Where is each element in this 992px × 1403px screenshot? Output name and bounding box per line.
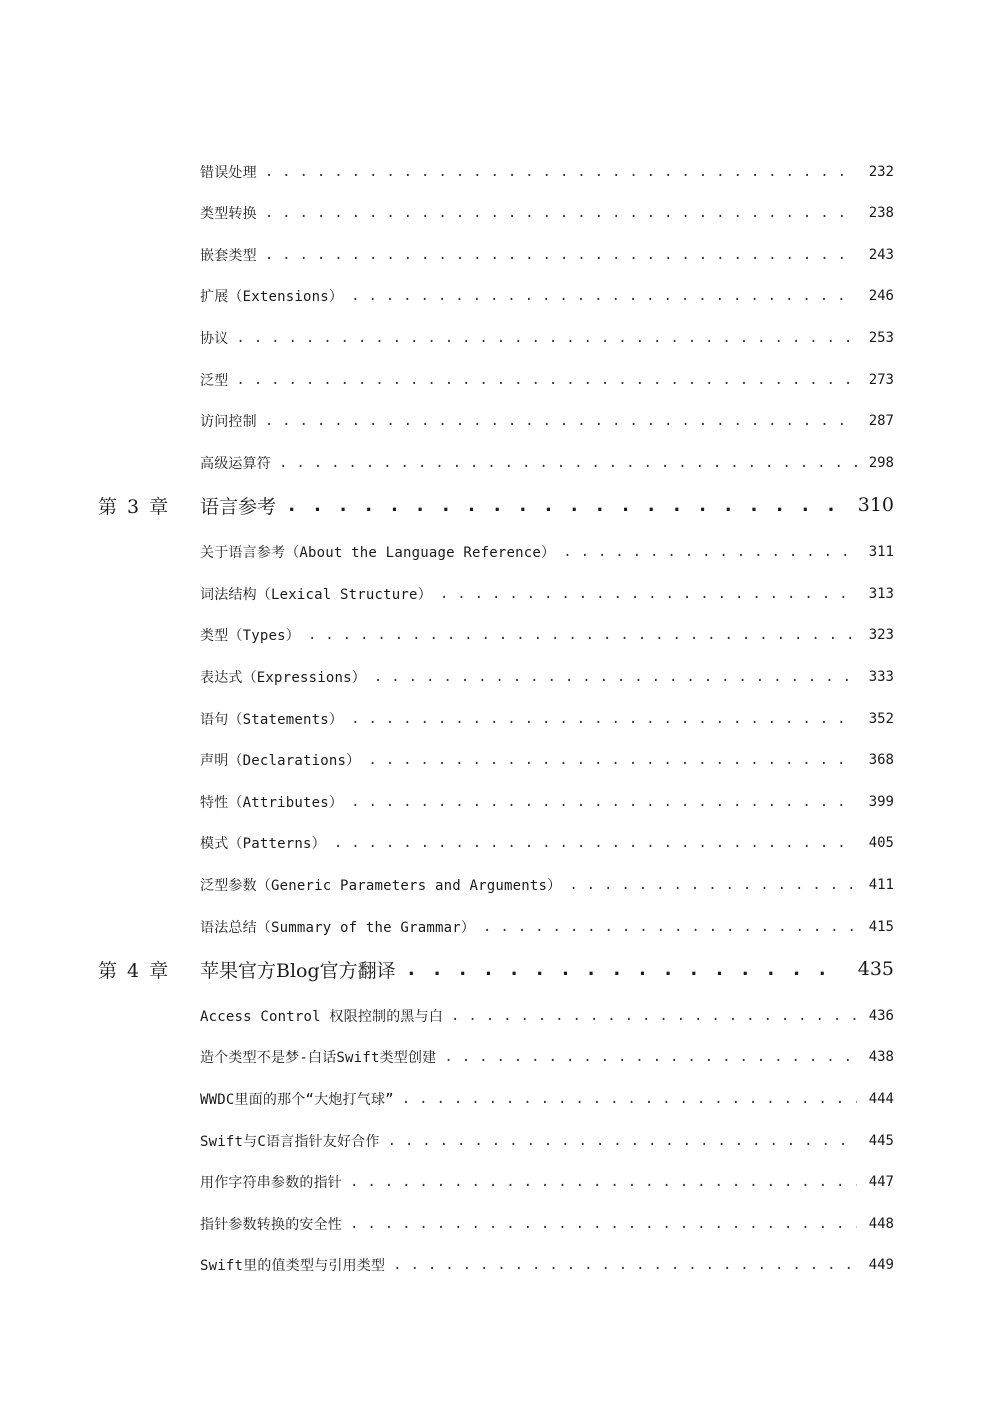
toc-entry[interactable] xyxy=(200,540,894,564)
toc-entry[interactable] xyxy=(200,201,894,225)
dot-leader xyxy=(444,1049,856,1065)
dot-leader xyxy=(402,1091,857,1107)
toc-entry[interactable] xyxy=(200,451,894,475)
toc-entry-page: 448 xyxy=(868,1216,894,1232)
dot-leader xyxy=(265,413,857,429)
chapter-number: 第 3 章 xyxy=(98,495,171,518)
dot-leader xyxy=(393,1257,857,1273)
toc-entry-title: 访问控制 xyxy=(200,414,257,430)
toc-entry-title: 特性（Attributes） xyxy=(200,795,344,811)
toc-entry-title: 泛型 xyxy=(200,373,229,389)
toc-entry[interactable] xyxy=(200,582,894,606)
toc-entry[interactable] xyxy=(200,160,894,184)
toc-entry-title: 语法总结（Summary of the Grammar） xyxy=(200,920,476,936)
dot-leader xyxy=(334,835,857,851)
chapter-page: 310 xyxy=(857,494,894,516)
chapter-title: 苹果官方Blog官方翻译 xyxy=(200,959,396,982)
toc-entry-page: 411 xyxy=(868,877,894,893)
toc-entry-title: 造个类型不是梦-白话Swift类型创建 xyxy=(200,1050,437,1066)
dot-leader xyxy=(351,288,857,304)
toc-entry[interactable] xyxy=(200,1087,894,1111)
dot-leader xyxy=(351,711,857,727)
toc-entry-page: 273 xyxy=(868,372,894,388)
toc-entry[interactable] xyxy=(200,368,894,392)
toc-entry[interactable] xyxy=(200,1212,894,1236)
toc-entry-title: 高级运算符 xyxy=(200,456,271,472)
toc-entry[interactable] xyxy=(200,915,894,939)
toc-entry-page: 352 xyxy=(868,711,894,727)
toc-entry-page: 246 xyxy=(868,288,894,304)
toc-entry[interactable] xyxy=(200,707,894,731)
toc-entry-title: 泛型参数（Generic Parameters and Arguments） xyxy=(200,878,562,894)
dot-leader xyxy=(279,455,857,471)
toc-entry-title: 类型（Types） xyxy=(200,628,300,644)
toc-entry[interactable] xyxy=(200,409,894,433)
toc-entry-page: 243 xyxy=(868,247,894,263)
dot-leader xyxy=(374,669,857,685)
dot-leader xyxy=(440,586,857,602)
dot-leader xyxy=(265,205,857,221)
toc-entry[interactable] xyxy=(200,1129,894,1153)
toc-entry-page: 238 xyxy=(868,205,894,221)
toc-entry-page: 444 xyxy=(868,1091,894,1107)
toc-entry-page: 436 xyxy=(868,1008,894,1024)
toc-entry[interactable] xyxy=(200,831,894,855)
dot-leader xyxy=(265,247,857,263)
dot-leader xyxy=(406,958,844,980)
toc-entry-title: 扩展（Extensions） xyxy=(200,289,344,305)
toc-entry[interactable] xyxy=(200,1004,894,1028)
chapter-heading[interactable] xyxy=(98,490,894,520)
toc-entry[interactable] xyxy=(200,748,894,772)
toc-entry-page: 449 xyxy=(868,1257,894,1273)
dot-leader xyxy=(451,1008,857,1024)
toc-entry-page: 438 xyxy=(868,1049,894,1065)
toc-entry-title: 指针参数转换的安全性 xyxy=(200,1217,342,1233)
dot-leader xyxy=(236,330,856,346)
toc-entry-title: 类型转换 xyxy=(200,206,257,222)
toc-entry-title: Access Control 权限控制的黑与白 xyxy=(200,1009,444,1025)
dot-leader xyxy=(350,1216,857,1232)
toc-entry-page: 287 xyxy=(868,413,894,429)
toc-entry-page: 323 xyxy=(868,627,894,643)
toc-entry[interactable] xyxy=(200,873,894,897)
dot-leader xyxy=(388,1133,857,1149)
dot-leader xyxy=(350,1174,857,1190)
dot-leader xyxy=(286,494,844,516)
toc-entry-page: 399 xyxy=(868,794,894,810)
toc-entry-page: 333 xyxy=(868,669,894,685)
toc-entry-page: 311 xyxy=(868,544,894,560)
dot-leader xyxy=(563,544,856,560)
toc-entry-title: 声明（Declarations） xyxy=(200,753,361,769)
toc-entry-page: 415 xyxy=(868,919,894,935)
toc-entry-page: 447 xyxy=(868,1174,894,1190)
toc-entry-title: Swift里的值类型与引用类型 xyxy=(200,1258,386,1274)
dot-leader xyxy=(569,877,856,893)
toc-entry-page: 313 xyxy=(868,586,894,602)
toc-entry[interactable] xyxy=(200,1253,894,1277)
toc-entry-title: 协议 xyxy=(200,331,229,347)
chapter-heading[interactable] xyxy=(98,954,894,984)
chapter-title: 语言参考 xyxy=(200,495,277,518)
chapter-number: 第 4 章 xyxy=(98,959,171,982)
toc-entry[interactable] xyxy=(200,326,894,350)
dot-leader xyxy=(308,627,857,643)
toc-entry[interactable] xyxy=(200,665,894,689)
dot-leader xyxy=(483,919,857,935)
dot-leader xyxy=(368,752,856,768)
toc-entry[interactable] xyxy=(200,1045,894,1069)
toc-entry-page: 405 xyxy=(868,835,894,851)
toc-entry-title: 嵌套类型 xyxy=(200,248,257,264)
toc-entry[interactable] xyxy=(200,1170,894,1194)
chapter-page: 435 xyxy=(857,958,894,980)
toc-entry[interactable] xyxy=(200,243,894,267)
toc-entry-title: 语句（Statements） xyxy=(200,712,344,728)
toc-entry[interactable] xyxy=(200,790,894,814)
toc-entry[interactable] xyxy=(200,623,894,647)
toc-entry-page: 253 xyxy=(868,330,894,346)
toc-entry-title: 关于语言参考（About the Language Reference） xyxy=(200,545,556,561)
toc-entry-page: 232 xyxy=(868,164,894,180)
toc-entry-page: 445 xyxy=(868,1133,894,1149)
toc-entry-title: WWDC里面的那个“大炮打气球” xyxy=(200,1092,394,1108)
toc-entry-title: 词法结构（Lexical Structure） xyxy=(200,587,432,603)
dot-leader xyxy=(265,164,857,180)
toc-entry-title: Swift与C语言指针友好合作 xyxy=(200,1134,380,1150)
dot-leader xyxy=(236,372,856,388)
toc-entry-title: 模式（Patterns） xyxy=(200,836,326,852)
toc-entry-page: 298 xyxy=(868,455,894,471)
dot-leader xyxy=(351,794,857,810)
toc-entry-page: 368 xyxy=(868,752,894,768)
toc-entry[interactable] xyxy=(200,284,894,308)
toc-entry-title: 用作字符串参数的指针 xyxy=(200,1175,342,1191)
toc-entry-title: 表达式（Expressions） xyxy=(200,670,366,686)
toc-entry-title: 错误处理 xyxy=(200,165,257,181)
